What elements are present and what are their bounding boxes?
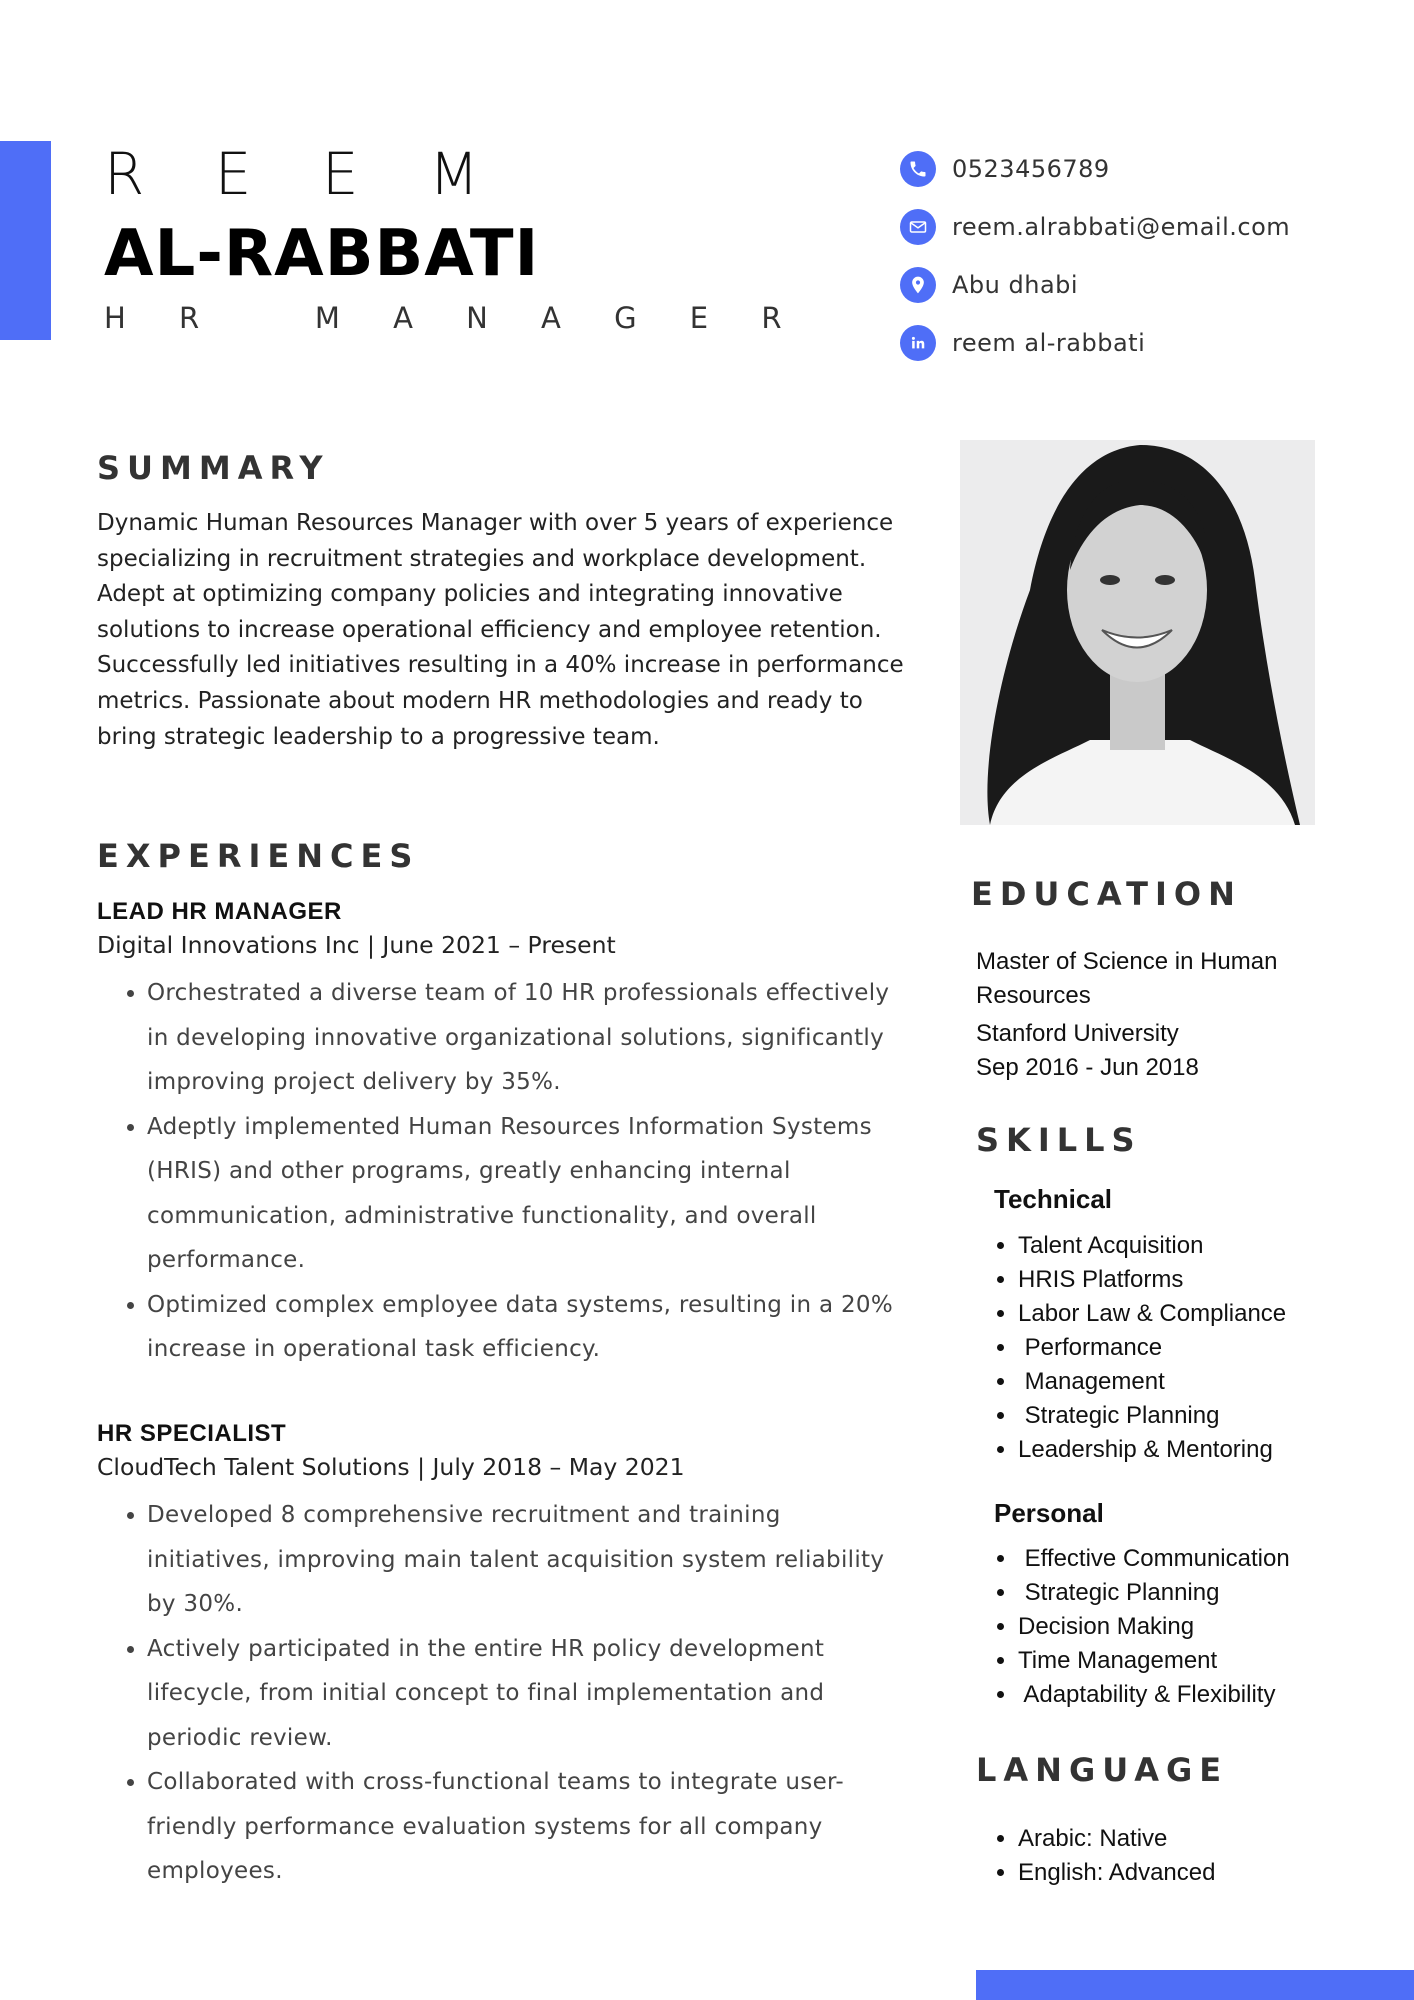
skill-item: • Management xyxy=(1018,1365,1286,1399)
phone-icon xyxy=(900,151,936,187)
skill-item: • Strategic Planning xyxy=(1018,1576,1290,1610)
skills-heading: SKILLS xyxy=(976,1121,1142,1159)
job-bullets xyxy=(97,1493,907,1894)
last-name: AL-RABBATI xyxy=(104,217,540,291)
email-text[interactable]: reem.alrabbati@email.com xyxy=(952,213,1291,241)
skill-item: • Leadership & Mentoring xyxy=(1018,1433,1286,1467)
linkedin-icon xyxy=(900,325,936,361)
contact-linkedin xyxy=(900,324,1290,362)
education-school: Stanford University xyxy=(976,1020,1179,1047)
skills-personal-heading: Personal xyxy=(994,1498,1104,1528)
experiences-heading: EXPERIENCES xyxy=(97,837,420,875)
job-company: Digital Innovations Inc | June 2021 – Present xyxy=(97,931,616,959)
education-degree: Master of Science in Human Resources xyxy=(976,948,1278,1009)
accent-bar-left xyxy=(0,141,51,340)
contact-list xyxy=(900,150,1290,382)
job-title: H R M A N A G E R xyxy=(104,301,804,335)
contact-location xyxy=(900,266,1290,304)
skills-technical-heading: Technical xyxy=(994,1184,1113,1214)
contact-email xyxy=(900,208,1290,246)
email-icon xyxy=(900,209,936,245)
summary-heading: SUMMARY xyxy=(97,449,330,487)
summary-text: Dynamic Human Resources Manager with over 5 years of experience specializing in recruitment strategies and workplace development. Adept at optimizing company policies and integrating innovative solutions to increase operational efficiency and employee retention. Successfully led initiatives resulting in a 40% increase in performance metrics. Passionate about modern HR methodologies and ready to bring strategic leadership to a progressive team. xyxy=(97,510,904,750)
job-bullet: • Adeptly implemented Human Resources Information Systems (HRIS) and other programs, greatly enhancing internal communication, administrative functionality, and overall performance. xyxy=(147,1105,907,1283)
skill-item: • Strategic Planning xyxy=(1018,1399,1286,1433)
job-entry-lead-hr-manager xyxy=(97,897,907,1372)
job-bullet: • Optimized complex employee data systems, resulting in a 20% increase in operational task efficiency. xyxy=(147,1283,907,1372)
language-item: • Arabic: Native xyxy=(1018,1822,1215,1856)
job-bullets xyxy=(97,971,907,1372)
location-text: Abu dhabi xyxy=(952,271,1079,299)
job-bullet: • Actively participated in the entire HR policy development lifecycle, from initial concept to final implementation and periodic review. xyxy=(147,1627,907,1761)
skill-item: • Effective Communication xyxy=(1018,1542,1290,1576)
skill-item: • Talent Acquisition xyxy=(1018,1229,1286,1263)
phone-text[interactable]: 0523456789 xyxy=(952,155,1110,183)
language-heading: LANGUAGE xyxy=(976,1751,1229,1789)
education-dates: Sep 2016 - Jun 2018 xyxy=(976,1054,1199,1081)
job-entry-hr-specialist xyxy=(97,1419,907,1894)
skill-item: • Adaptability & Flexibility xyxy=(1018,1678,1290,1712)
personal-skills-list xyxy=(1018,1542,1290,1712)
contact-phone xyxy=(900,150,1290,188)
job-company: CloudTech Talent Solutions | July 2018 – May 2021 xyxy=(97,1453,685,1481)
job-bullet: • Orchestrated a diverse team of 10 HR professionals effectively in developing innovative organizational solutions, significantly improving project delivery by 35%. xyxy=(147,971,907,1105)
education-entry xyxy=(976,945,1306,1085)
skill-item: • Labor Law & Compliance xyxy=(1018,1297,1286,1331)
skill-item: • Decision Making xyxy=(1018,1610,1290,1644)
education-heading: EDUCATION xyxy=(971,875,1242,913)
accent-bar-bottom xyxy=(976,1970,1414,2000)
technical-skills-list xyxy=(1018,1229,1286,1467)
location-icon xyxy=(900,267,936,303)
linkedin-text[interactable]: reem al-rabbati xyxy=(952,329,1146,357)
skill-item: • Performance xyxy=(1018,1331,1286,1365)
language-item: • English: Advanced xyxy=(1018,1856,1215,1890)
first-name: R E E M xyxy=(104,140,505,208)
skill-item: • HRIS Platforms xyxy=(1018,1263,1286,1297)
job-bullet: • Developed 8 comprehensive recruitment and training initiatives, improving main talent acquisition system reliability by 30%. xyxy=(147,1493,907,1627)
skill-item: • Time Management xyxy=(1018,1644,1290,1678)
job-role: HR SPECIALIST xyxy=(97,1420,287,1447)
job-bullet: • Collaborated with cross-functional teams to integrate user-friendly performance evaluation systems for all company employees. xyxy=(147,1760,907,1894)
language-list xyxy=(1018,1822,1215,1890)
profile-photo xyxy=(960,440,1315,825)
job-role: LEAD HR MANAGER xyxy=(97,898,342,925)
